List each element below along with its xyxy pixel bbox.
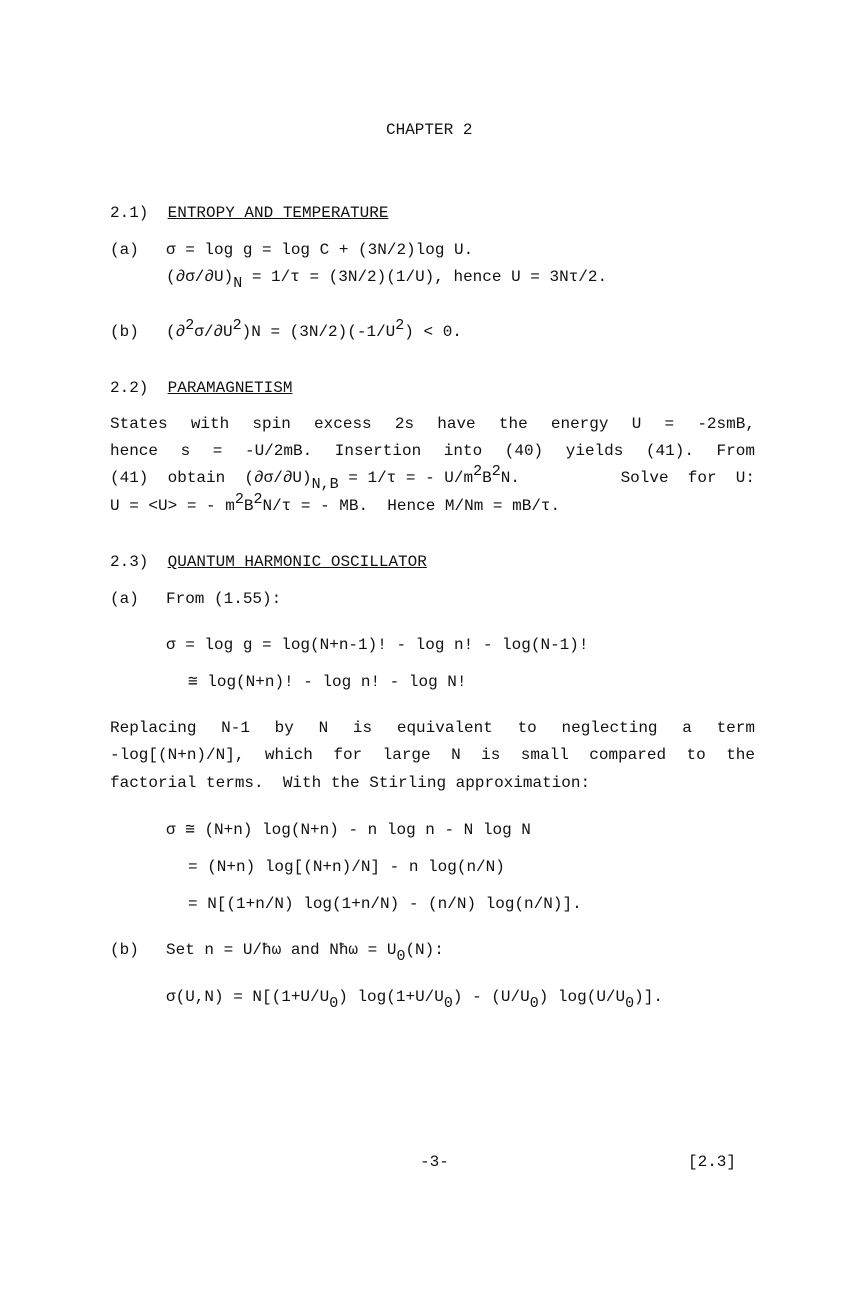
word: with (190, 415, 230, 433)
equation-line: ≅ log(N+n)! - log n! - log N! (188, 673, 467, 691)
word: small (520, 746, 569, 764)
section-title: QUANTUM HARMONIC OSCILLATOR (167, 553, 427, 571)
word: energy (550, 415, 609, 433)
text-line: Set n = U/ħω and Nħω = $U_0(N)$: (166, 941, 444, 965)
section-number: 2.3) (110, 553, 149, 571)
word: N (451, 746, 461, 764)
word: is (352, 719, 373, 737)
word: compared (589, 746, 667, 764)
word: excess (314, 415, 372, 433)
word: 2s (394, 415, 415, 433)
section-2-2-heading (110, 378, 292, 398)
word: N-1 (221, 719, 250, 737)
word: term (716, 719, 755, 737)
word: to (686, 746, 706, 764)
word: (40) (504, 442, 544, 460)
word: Replacing (110, 719, 197, 737)
word: have (437, 415, 476, 433)
section-2-1-heading (110, 203, 388, 223)
paragraph-line (110, 414, 755, 434)
part-b-label: (b) (110, 941, 139, 959)
section-reference: [2.3] (688, 1153, 737, 1171)
equation-line: $(\partial^2\sigma/\partial U^2)N = (3N/2)(-1/U^2) < 0$. (166, 317, 462, 341)
equation-line: $(\partial\sigma/\partial U)_N = 1/\tau = (3N/2)(1/U)$, hence U = 3Nτ/2. (166, 268, 608, 292)
word: States (110, 415, 168, 433)
word: for (333, 746, 363, 764)
word: -U/2mB. (244, 442, 313, 460)
paragraph-line: (41) obtain $(\partial\sigma/\partial U)_{N,B} = 1/\tau$ = - $U/m^2B^2N$. Solve for U: (110, 463, 755, 493)
section-title: ENTROPY AND TEMPERATURE (167, 204, 389, 222)
word: = (664, 415, 675, 433)
chapter-title: CHAPTER 2 (386, 121, 473, 139)
equation-line: σ = log g = log C + (3N/2)log U. (166, 241, 474, 259)
word: which (264, 746, 313, 764)
paragraph-line (110, 745, 755, 765)
paragraph-line: factorial terms. With the Stirling approximation: (110, 774, 591, 792)
word: is (481, 746, 501, 764)
word: hence (110, 442, 159, 460)
part-b-label: (b) (110, 323, 139, 341)
word: into (443, 442, 483, 460)
word: -2smB, (697, 415, 755, 433)
section-2-3-heading (110, 552, 427, 572)
word: From (716, 442, 755, 460)
word: N (318, 719, 329, 737)
paragraph-line (110, 718, 755, 738)
equation-line: = N[(1+n/N) log(1+n/N) - (n/N) log(n/N)]. (188, 895, 582, 913)
part-a-label: (a) (110, 590, 139, 608)
paragraph-line: U = <U> = - $m^2B^2N/\tau$ = - MB. Hence M/Nm = mB/τ. (110, 491, 561, 515)
word: = (212, 442, 223, 460)
word: (41). (645, 442, 694, 460)
equation-line: $\sigma(U,N) = N[(1+U/U_0)$ $\log(1+U/U_0) - (U/U_0)$ $\log(U/U_0)$]. (166, 988, 663, 1012)
word: neglecting (561, 719, 658, 737)
section-title: PARAMAGNETISM (167, 379, 293, 397)
word: U (631, 415, 642, 433)
word: -log[(N+n)/N], (110, 746, 245, 764)
word: Insertion (334, 442, 422, 460)
word: the (726, 746, 755, 764)
word: to (517, 719, 537, 737)
word: equivalent (396, 719, 493, 737)
equation-line: σ ≅ (N+n) log(N+n) - n log n - N log N (166, 821, 531, 839)
section-number: 2.1) (110, 204, 149, 222)
word: s (180, 442, 191, 460)
section-number: 2.2) (110, 379, 149, 397)
word: spin (252, 415, 291, 433)
equation-line: σ = log g = log(N+n-1)! - log n! - log(N-1)! (166, 636, 589, 654)
text-line: From (1.55): (166, 590, 282, 608)
part-a-label: (a) (110, 241, 139, 259)
word: a (682, 719, 692, 737)
word: large (382, 746, 431, 764)
word: yields (565, 442, 624, 460)
word: by (274, 719, 294, 737)
word: the (498, 415, 528, 433)
page-number: -3- (420, 1153, 449, 1171)
equation-line: = (N+n) log[(N+n)/N] - n log(n/N) (188, 858, 505, 876)
paragraph-line (110, 441, 755, 461)
